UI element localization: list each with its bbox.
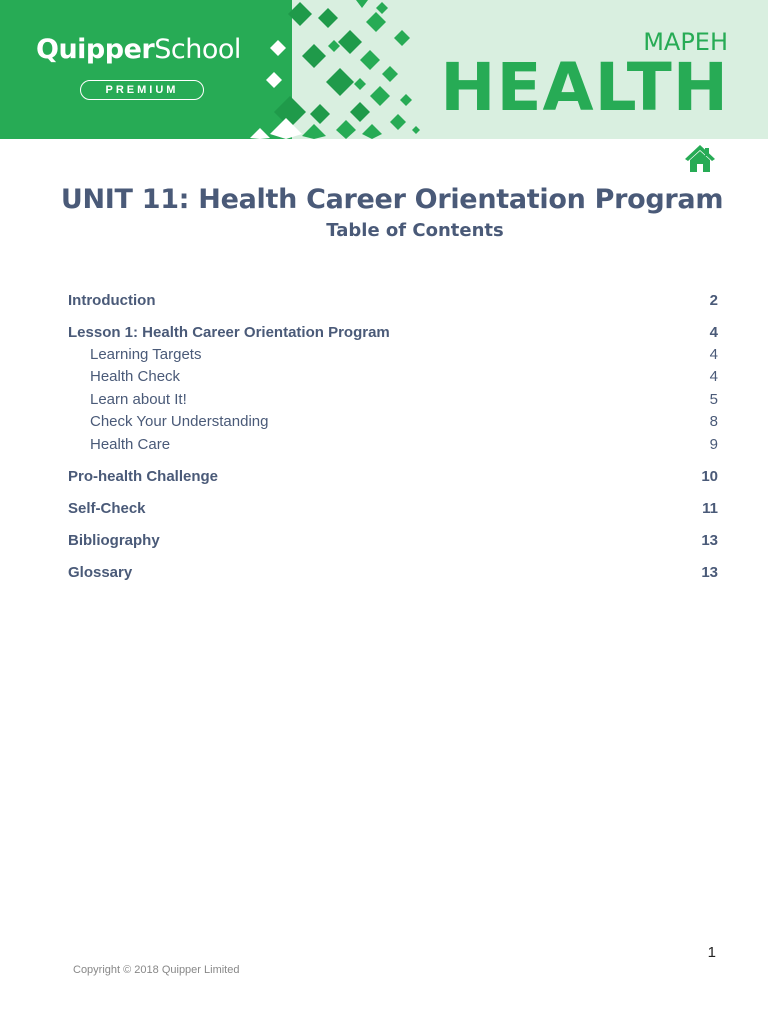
toc-entry-health-care[interactable]	[68, 434, 718, 456]
toc-entry-label: Lesson 1: Health Career Orientation Program	[68, 324, 390, 341]
toc-entry-label: Health Care	[90, 435, 171, 453]
toc-entry-label: Self-Check	[68, 499, 146, 517]
toc-entry-learn-about-it[interactable]	[68, 389, 718, 411]
copyright-notice: Copyright © 2018 Quipper Limited	[73, 964, 240, 976]
toc-entry-label: Pro-health Challenge	[68, 467, 219, 485]
toc-entry-pro-health-challenge[interactable]	[68, 466, 718, 488]
toc-entry-page: 4	[709, 346, 718, 363]
toc-entry-check-your-understanding[interactable]	[68, 411, 718, 433]
toc-entry-label: Health Check	[90, 368, 181, 386]
toc-entry-page: 2	[709, 292, 718, 309]
quipper-school-logo	[36, 34, 241, 65]
toc-entry-page: 8	[709, 413, 718, 431]
toc-entry-label: Introduction	[68, 292, 156, 309]
toc-entry-label: Learning Targets	[90, 346, 202, 363]
table-of-contents	[68, 290, 718, 584]
toc-entry-label: Learn about It!	[90, 390, 187, 408]
toc-entry-page: 13	[701, 531, 718, 549]
subject-category: MAPEH	[643, 28, 728, 56]
toc-entry-page: 11	[702, 499, 718, 517]
toc-entry-page: 5	[709, 390, 718, 408]
diamond-pattern	[230, 0, 430, 139]
premium-badge: PREMIUM	[80, 80, 204, 100]
toc-entry-label: Glossary	[68, 563, 133, 581]
page-number: 1	[707, 944, 716, 961]
toc-entry-page: 4	[709, 324, 718, 341]
toc-entry-self-check[interactable]	[68, 498, 718, 520]
toc-entry-glossary[interactable]	[68, 562, 718, 584]
toc-entry-page: 4	[709, 368, 718, 386]
subject-name: HEALTH	[440, 49, 729, 126]
header-banner	[0, 0, 768, 139]
logo-school-text: School	[154, 34, 241, 65]
logo-quipper-text: Quipper	[36, 34, 155, 65]
toc-entry-page: 10	[701, 467, 718, 485]
toc-entry-page: 13	[701, 563, 718, 581]
toc-entry-health-check[interactable]	[68, 366, 718, 388]
toc-entry-bibliography[interactable]	[68, 530, 718, 552]
toc-entry-page: 9	[709, 435, 718, 453]
toc-entry-lesson-1[interactable]	[68, 322, 718, 344]
toc-entry-label: Bibliography	[68, 531, 160, 549]
home-icon[interactable]	[684, 142, 716, 174]
toc-entry-label: Check Your Understanding	[90, 413, 269, 431]
unit-title: UNIT 11: Health Career Orientation Program	[60, 184, 724, 215]
toc-heading: Table of Contents	[326, 220, 504, 241]
toc-entry-introduction[interactable]	[68, 290, 718, 312]
toc-entry-learning-targets[interactable]	[68, 344, 718, 366]
